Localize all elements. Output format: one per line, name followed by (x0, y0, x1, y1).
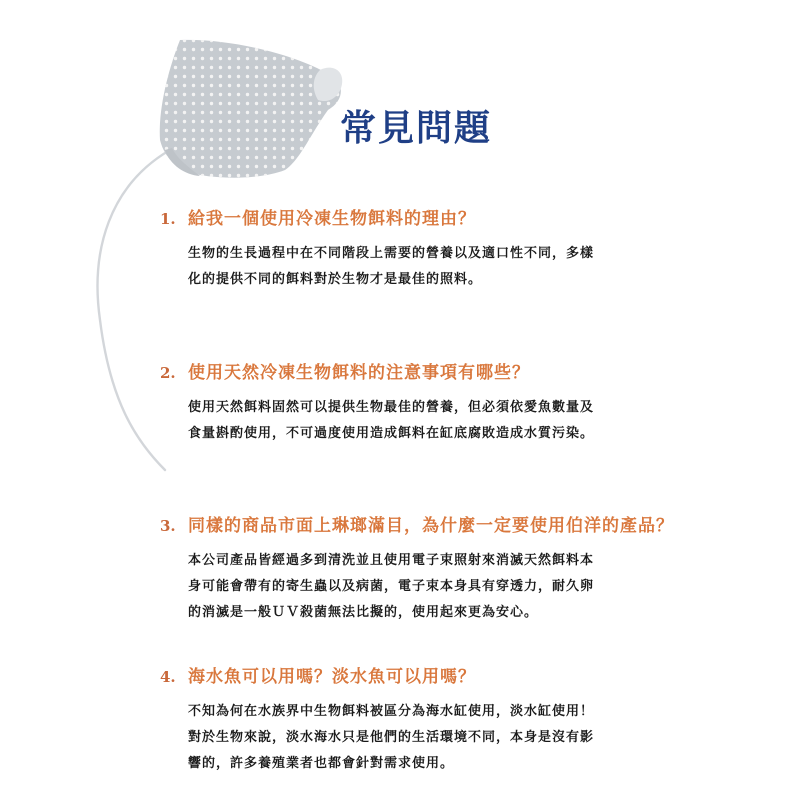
faq-answer-line: 不知為何在水族界中生物餌料被區分為海水缸使用，淡水缸使用！ (188, 704, 595, 719)
faq-question: 海水魚可以用嗎？淡水魚可以用嗎？ (188, 667, 476, 687)
faq-item-4 (160, 662, 760, 777)
faq-question: 使用天然冷凍生物餌料的注意事項有哪些？ (188, 363, 530, 383)
faq-answer-line: 生物的生長過程中在不同階段上需要的營養以及適口性不同，多樣 (188, 246, 595, 261)
faq-answer (188, 548, 648, 626)
faq-answer (188, 241, 648, 293)
faq-answer-line: 響的，許多養殖業者也都會針對需求使用。 (188, 756, 455, 771)
faq-answer (188, 699, 648, 777)
faq-answer-line: 使用天然餌料固然可以提供生物最佳的營養，但必須依愛魚數量及 (188, 400, 595, 415)
faq-question-row (160, 204, 760, 229)
faq-answer-line: 化的提供不同的餌料對於生物才是最佳的照料。 (188, 272, 483, 287)
faq-item-2 (160, 358, 760, 447)
faq-answer-line: 的消滅是一般ＵＶ殺菌無法比擬的，使用起來更為安心。 (188, 605, 539, 620)
faq-question-row (160, 511, 760, 536)
faq-item-3 (160, 511, 760, 626)
faq-answer-line: 對於生物來說，淡水海水只是他們的生活環境不同，本身是沒有影 (188, 730, 595, 745)
faq-question-row (160, 662, 760, 687)
faq-item-1 (160, 204, 760, 293)
faq-answer-line: 食量斟酌使用，不可過度使用造成餌料在缸底腐敗造成水質污染。 (188, 426, 595, 441)
faq-question: 同樣的商品市面上琳瑯滿目，為什麼一定要使用伯洋的產品？ (188, 516, 674, 536)
faq-question: 給我一個使用冷凍生物餌料的理由？ (188, 209, 476, 229)
faq-number: 3. (160, 517, 176, 535)
page-title: 常見問題 (340, 107, 493, 149)
faq-answer (188, 395, 648, 447)
faq-number: 1. (160, 210, 176, 228)
faq-question-row (160, 358, 760, 383)
faq-answer-line: 身可能會帶有的寄生蟲以及病菌，電子束本身具有穿透力，耐久卵 (188, 579, 595, 594)
faq-number: 2. (160, 364, 176, 382)
faq-number: 4. (160, 668, 176, 686)
faq-answer-line: 本公司產品皆經過多到清洗並且使用電子束照射來消滅天然餌料本 (188, 553, 595, 568)
